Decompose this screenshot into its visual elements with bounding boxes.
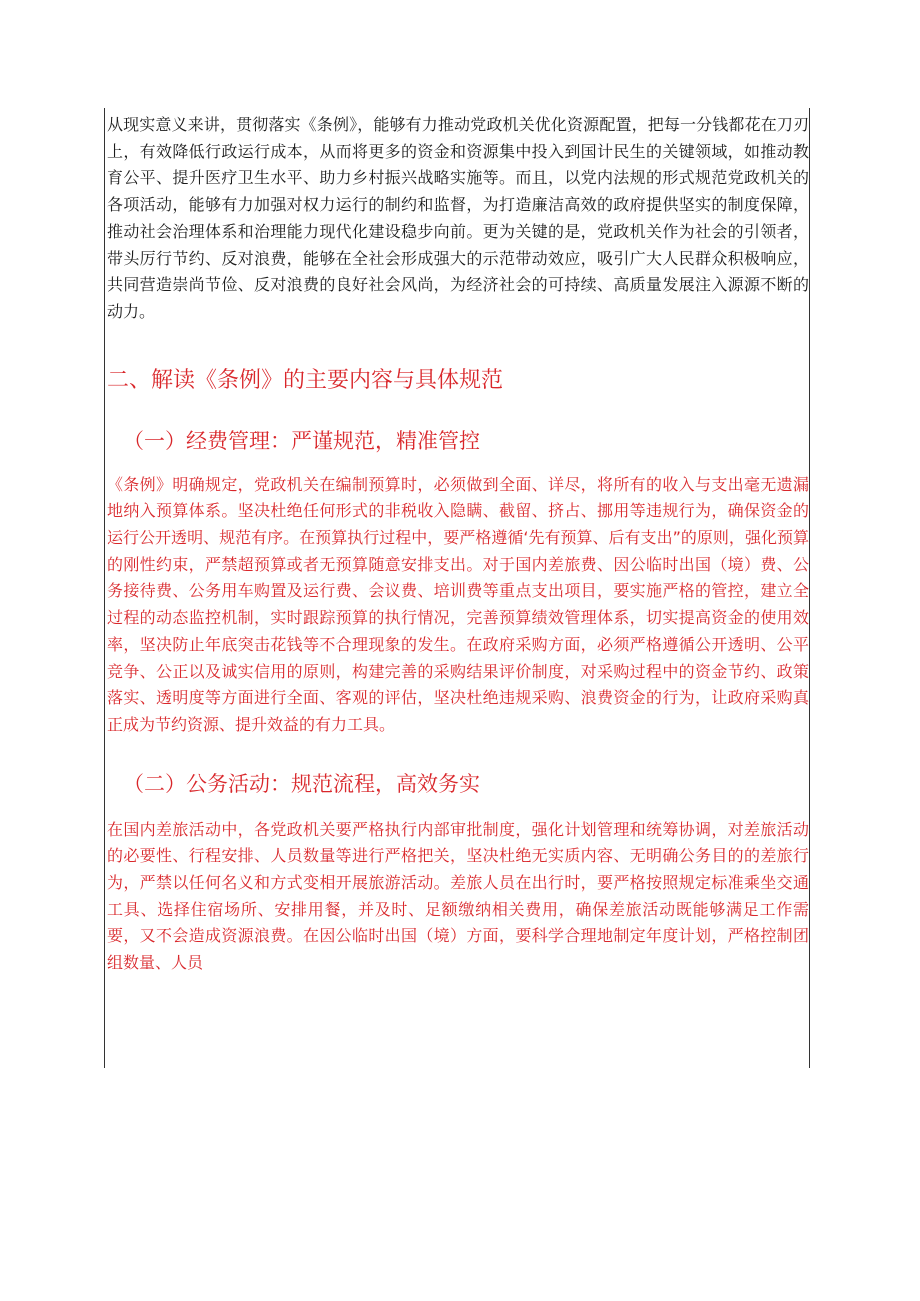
paragraph-practical-significance: 从现实意义来讲，贯彻落实《条例》，能够有力推动党政机关优化资源配置，把每一分钱都花在刀刃上，有效降低行政运行成本，从而将更多的资金和资源集中投入到国计民生的关键领域，如推动教育公平、提升医疗卫生水平、助力乡村振兴战略实施等。而且，以党内法规的形式规范党政机关的各项活动，能够有力加强对权力运行的制约和监督，为打造廉洁高效的政府提供坚实的制度保障，推动社会治理体系和治理能力现代化建设稳步向前。更为关键的是，党政机关作为社会的引领者，带头厉行节约、反对浪费，能够在全社会形成强大的示范带动效应，吸引广大人民群众积极响应，共同营造崇尚节俭、反对浪费的良好社会风尚，为经济社会的可持续、高质量发展注入源源不断的动力。: [107, 115, 809, 321]
section-heading-2: 二、解读《条例》的主要内容与具体规范: [107, 367, 504, 393]
subheading-fund-management: （一）经费管理：严谨规范，精准管控: [123, 428, 480, 453]
subheading-official-activities: （二）公务活动：规范流程，高效务实: [123, 771, 480, 796]
paragraph-fund-management: 《条例》明确规定，党政机关在编制预算时，必须做到全面、详尽，将所有的收入与支出毫无遗漏地纳入预算体系。坚决杜绝任何形式的非税收入隐瞒、截留、挤占、挪用等违规行为，确保资金的运行公开透明、规范有序。在预算执行过程中，要严格遵循‘先有预算、后有支出”的原则，强化预算的刚性约束，严禁超预算或者无预算随意安排支出。对于国内差旅费、因公临时出国（境）费、公务接待费、公务用车购置及运行费、会议费、培训费等重点支出项目，要实施严格的管控，建立全过程的动态监控机制，实时跟踪预算的执行情况，完善预算绩效管理体系，切实提高资金的使用效率，坚决防止年底突击花钱等不合理现象的发生。在政府采购方面，必须严格遵循公开透明、公平竞争、公正以及诚实信用的原则，构建完善的采购结果评价制度，对采购过程中的资金节约、政策落实、透明度等方面进行全面、客观的评估，坚决杜绝违规采购、浪费资金的行为，让政府采购真正成为节约资源、提升效益的有力工具。: [107, 474, 809, 734]
paragraph-official-activities: 在国内差旅活动中，各党政机关要严格执行内部审批制度，强化计划管理和统筹协调，对差旅活动的必要性、行程安排、人员数量等进行严格把关，坚决杜绝无实质内容、无明确公务目的的差旅行为，严禁以任何名义和方式变相开展旅游活动。差旅人员在出行时，要严格按照规定标准乘坐交通工具、选择住宿场所、安排用餐，并及时、足额缴纳相关费用，确保差旅活动既能够满足工作需要，又不会造成资源浪费。在因公临时出国（境）方面，要科学合理地制定年度计划，严格控制团组数量、人员: [107, 819, 809, 973]
document-body: [107, 112, 809, 977]
